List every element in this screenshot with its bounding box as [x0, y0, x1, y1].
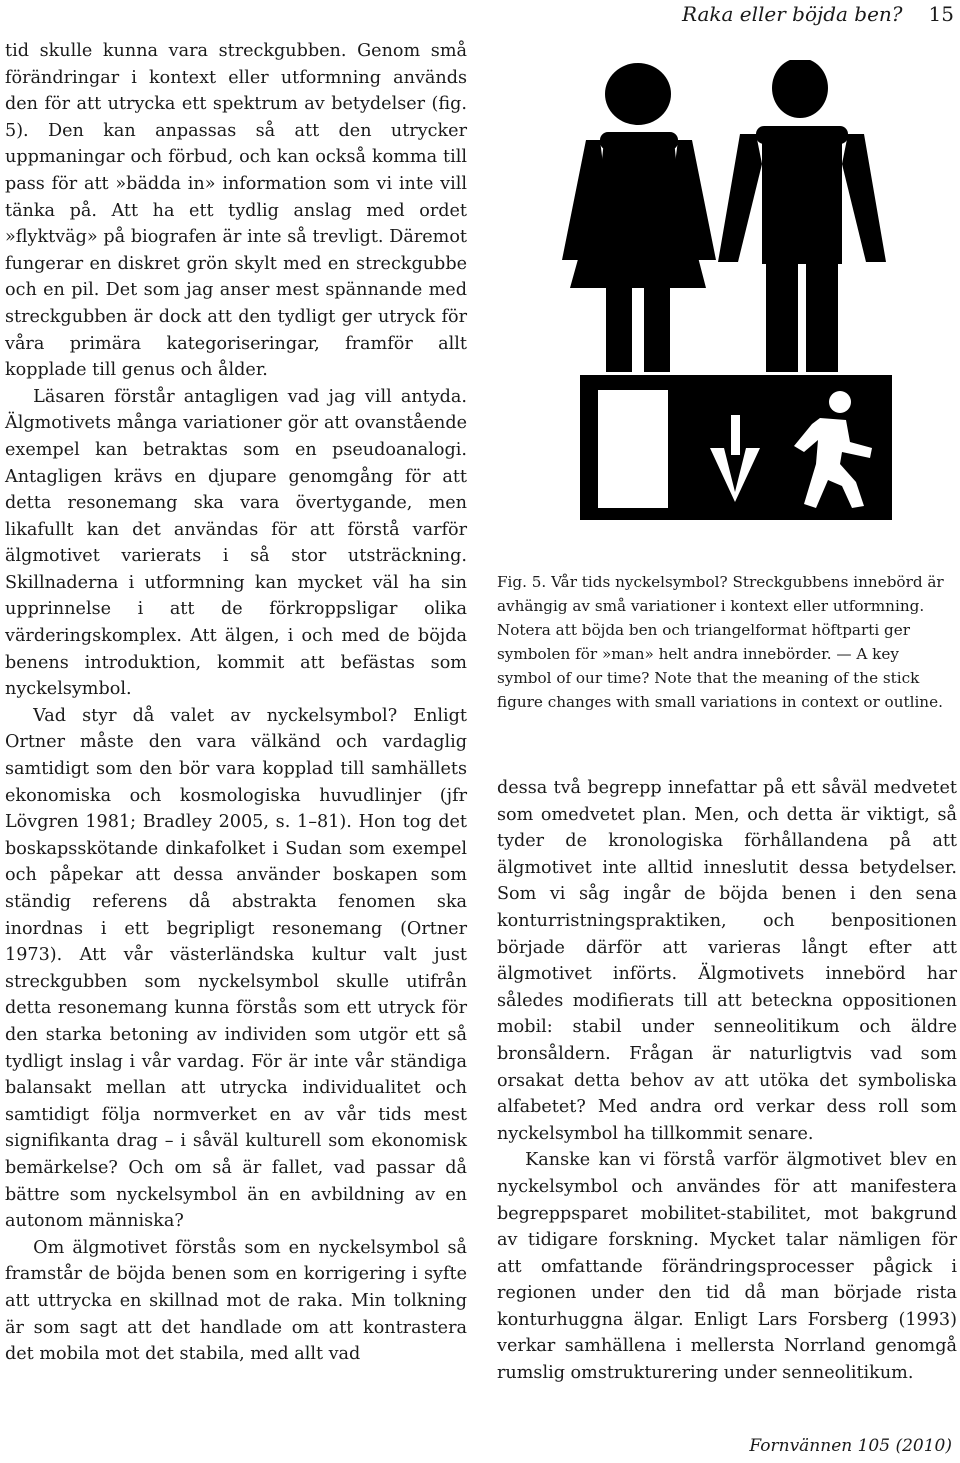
left-column	[5, 38, 467, 1368]
figure-caption	[497, 570, 952, 714]
page-number: 15	[928, 2, 954, 26]
paragraph: Vad styr då valet av nyckelsymbol? Enligt Ortner måste den vara välkänd och vardaglig samtidigt som den bör vara kopplad till samhällets ekonomiska och kosmologiska huvudlinjer (jfr Lövgren 1981; Bradley 2005, s. 1–81). Hon tog det boskapsskötande dinkafolket i Sudan som exempel och påpekar att dessa använder boskapen som ständig referens då abstrakta fenomen ska inordnas i ett begripligt resonemang (Ortner 1973). Att vår västerländska kultur valt just streckgubben som nyckelsymbol skulle utifrån detta resonemang kunna förstås som ett utryck för den starka betoning av individen som utgör ett så tydligt inslag i vår vardag. För är inte vår ständiga balansakt mellan att utrycka individualitet och samtidigt följa normverket en av vår tids mest signifikanta drag – i såväl kulturell som ekonomisk bemärkelse? Och om så är fallet, vad passar då bättre som nyckelsymbol än en avbildning av en autonom människa?	[5, 705, 467, 1232]
running-title: Raka eller böjda ben?	[681, 2, 903, 26]
running-header	[682, 2, 954, 26]
paragraph: dessa två begrepp innefattar på ett såväl medvetet som omedvetet plan. Men, och detta är viktigt, så tyder de kronologiska förhållandena på att älgmotivet inte alltid inneslutit dessa betydelser. Som vi såg ingår de böjda benen i den sena konturristningspraktiken, och benpositionen började därför att varieras långt efter att älgmotivet införts. Älgmotivets innebörd har således modifierats till att beteckna oppositionen mobil: stabil under senneolitikum och äldre bronsåldern. Frågan är naturligtvis vad som orsakat detta behov av att utöka det symboliska alfabetet? Med andra ord verkar dess roll som nyckelsymbol ha tillkommit senare.	[497, 778, 957, 1144]
figure-5-image	[520, 60, 940, 570]
man-pictogram-icon	[718, 60, 886, 372]
woman-pictogram-icon	[562, 63, 716, 372]
right-column	[497, 775, 957, 1387]
paragraph: Kanske kan vi förstå varför älgmotivet blev en nyckelsymbol och användes för att manifestera begreppsparet mobilitet-stabilitet, mot bakgrund av tidigare forskning. Mycket talar nämligen för att omfattande förändringsprocesser pågick i regionen under den tid då man började rista konturhuggna älgar. Enligt Lars Forsberg (1993) verkar samhällena i mellersta Norrland genomgå rumslig omstrukturering under senneolitikum.	[497, 1150, 957, 1384]
paragraph: Om älgmotivet förstås som en nyckelsymbol så framstår de böjda benen som en korrigering i syfte att uttrycka en skillnad mot de raka. Min tolkning är som sagt att det handlade om att kontrastera det mobila mot det stabila, med allt vad	[5, 1237, 467, 1365]
caption-text: Fig. 5. Vår tids nyckelsymbol? Streckgubbens innebörd är avhängig av små variationer i kontext eller utformning. Notera att böjda ben och triangelformat höftparti ger symbolen för »man» helt andra innebörder. — A key symbol of our time? Note that the meaning of the stick figure changes with small variations in context or outline.	[497, 573, 944, 711]
journal-footer: Fornvännen 105 (2010)	[749, 1436, 952, 1456]
paragraph: tid skulle kunna vara streckgubben. Genom små förändringar i kontext eller utformning används den för att utrycka ett spektrum av betydelser (fig. 5). Den kan anpassas så att den utrycker uppmaningar och förbud, och kan också komma till pass för att »bädda in» information som vi inte vill tänka på. Att ha ett tydlig anslag med ordet »flyktväg» på biografen är inte så trevligt. Däremot fungerar en diskret grön skylt med en streckgubbe och en pil. Det som jag anser mest spännande med streckgubben är dock att den tydligt ger utryck för våra primära kategoriseringar, framför allt kopplade till genus och ålder.	[5, 41, 467, 381]
emergency-exit-sign-icon	[580, 375, 892, 520]
paragraph: Läsaren förstår antagligen vad jag vill antyda. Älgmotivets många variationer gör att ovanstående exempel kan betraktas som en pseudoanalogi. Antagligen krävs en djupare genomgång för att detta resonemang ska vara övertygande, men likafullt kan det användas för att förstå varför älgmotivet varierats i så stor utsträckning. Skillnaderna i utformning kan mycket väl ha sin upprinnelse i att de förkroppsligar olika värderingskomplex. Att älgen, i och med de böjda benens introduktion, kommit att befästas som nyckelsymbol.	[5, 386, 467, 700]
figure-5	[520, 60, 940, 570]
